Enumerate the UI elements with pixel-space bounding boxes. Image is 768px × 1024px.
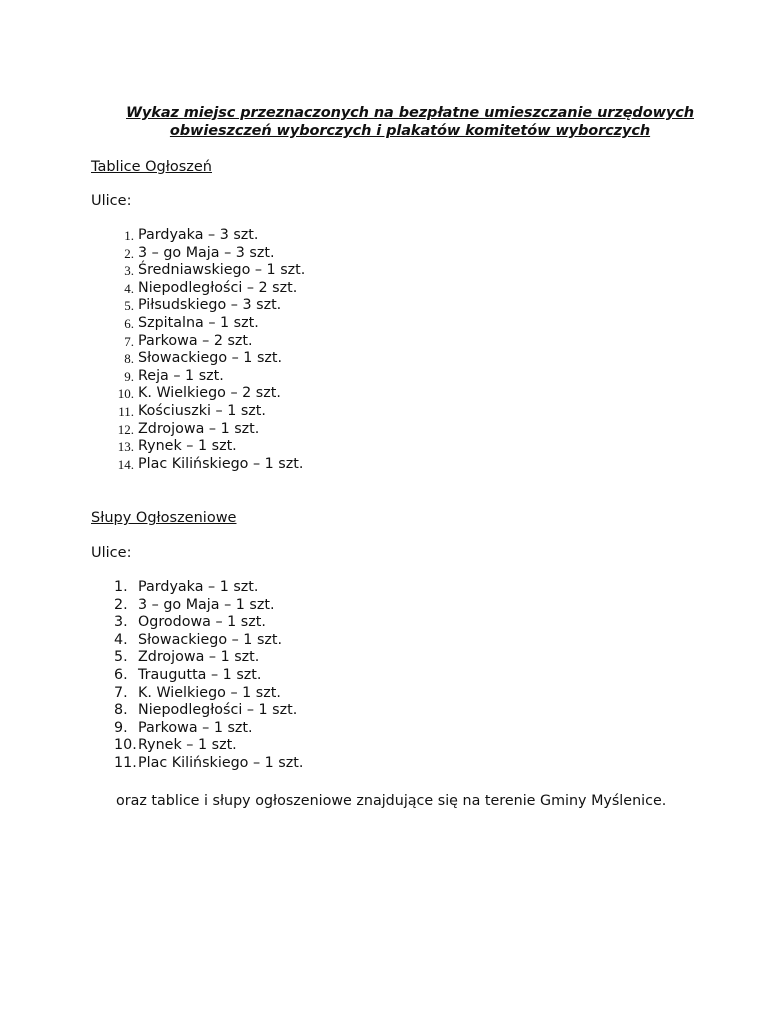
list-item-text: Słowackiego – 1 szt.: [138, 631, 283, 648]
list-item-text: Rynek – 1 szt.: [138, 438, 237, 455]
list-item-text: Niepodległości – 1 szt.: [138, 702, 298, 719]
list-item-text: Średniawskiego – 1 szt.: [138, 262, 306, 279]
document-title: [90, 104, 730, 140]
list-item-number: 9.: [124, 368, 134, 384]
list-item-text: Zdrojowa – 1 szt.: [138, 420, 260, 437]
list-item-number: 6.: [114, 666, 128, 683]
list-item-number: 12.: [117, 421, 134, 437]
list-item-text: Niepodległości – 2 szt.: [138, 279, 298, 296]
list-item-number: 10.: [117, 386, 134, 402]
list-item-number: 7.: [114, 684, 128, 701]
list-item-text: Plac Kilińskiego – 1 szt.: [138, 455, 304, 472]
list-item-text: Słowackiego – 1 szt.: [138, 350, 283, 367]
list-item-text: K. Wielkiego – 1 szt.: [138, 684, 281, 701]
list-item-text: Rynek – 1 szt.: [138, 737, 237, 754]
document-title-line-2: obwieszczeń wyborczych i plakatów komitetów wyborczych: [169, 123, 651, 139]
list-item-number: 1.: [124, 228, 134, 243]
list-item-text: Pardyaka – 1 szt.: [138, 579, 259, 595]
list-item-text: Szpitalna – 1 szt.: [138, 314, 259, 331]
list-item-text: Parkowa – 2 szt.: [138, 332, 253, 349]
list-item-number: 8.: [124, 351, 134, 367]
list-item-number: 9.: [114, 719, 128, 736]
list-item-text: Reja – 1 szt.: [138, 367, 224, 384]
list-item-number: 4.: [124, 280, 134, 296]
list-item-number: 11.: [114, 754, 137, 771]
list-item-text: K. Wielkiego – 2 szt.: [138, 385, 281, 402]
list-item-text: Ogrodowa – 1 szt.: [138, 614, 266, 631]
list-item-text: Parkowa – 1 szt.: [138, 719, 253, 736]
list-item-number: 5.: [124, 298, 134, 314]
list-item-number: 4.: [114, 631, 128, 648]
list-item-number: 5.: [114, 649, 128, 666]
list-item-text: Zdrojowa – 1 szt.: [138, 649, 260, 666]
section-label-ulice-1: Ulice:: [91, 193, 132, 209]
section-label-ulice-2: Ulice:: [91, 545, 132, 561]
section-heading-slupy: Słupy Ogłoszeniowe: [91, 510, 237, 526]
list-item-number: 8.: [114, 702, 128, 719]
list-item-number: 6.: [124, 315, 134, 331]
list-item-number: 14.: [117, 456, 134, 472]
list-item-text: Plac Kilińskiego – 1 szt.: [138, 754, 304, 771]
list-item-number: 2.: [124, 245, 134, 261]
list-item-text: Kościuszki – 1 szt.: [138, 402, 266, 419]
list-item-number: 11.: [118, 403, 134, 419]
footer-note: oraz tablice i słupy ogłoszeniowe znajdujące się na terenie Gminy Myślenice.: [116, 793, 667, 809]
section-heading-tablice: Tablice Ogłoszeń: [91, 159, 212, 175]
list-item-text: Pardyaka – 3 szt.: [138, 227, 259, 243]
list-item-number: 1.: [114, 579, 128, 595]
list-item-text: 3 – go Maja – 3 szt.: [138, 244, 275, 261]
list-item-number: 3.: [114, 614, 128, 631]
list-item-number: 7.: [124, 333, 134, 349]
list-item-text: Traugutta – 1 szt.: [138, 666, 262, 683]
list-item-number: 13.: [117, 439, 134, 455]
list-item-number: 10.: [114, 737, 137, 754]
list-item-text: 3 – go Maja – 1 szt.: [138, 596, 275, 613]
document-title-line-1: Wykaz miejsc przeznaczonych na bezpłatne umieszczanie urzędowych: [126, 105, 694, 121]
list-item-number: 2.: [114, 596, 128, 613]
list-item-number: 3.: [124, 263, 134, 279]
list-item-text: Piłsudskiego – 3 szt.: [138, 297, 282, 314]
